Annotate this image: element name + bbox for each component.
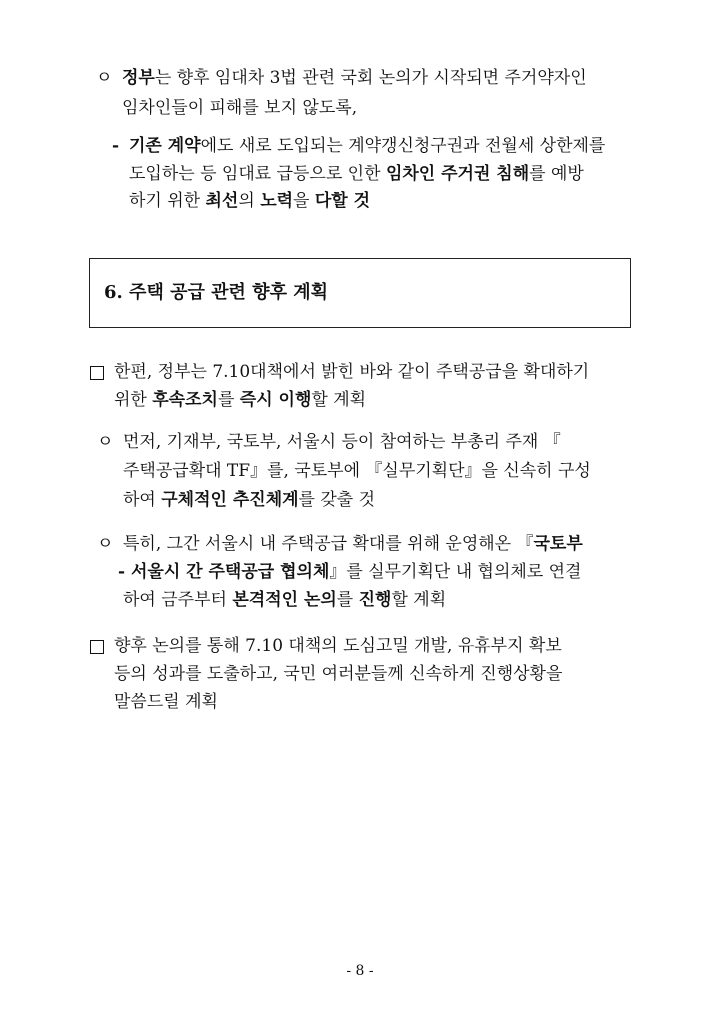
text-line: 주택공급확대 TF』를, 국토부에 『실무기획단』을 신속히 구성	[123, 461, 591, 481]
text-line: 기존 계약에도 새로 도입되는 계약갱신청구권과 전월세 상한제를	[129, 136, 606, 156]
text-line: 정부는 향후 임대차 3법 관련 국회 논의가 시작되면 주거약자인	[122, 68, 587, 88]
text-line: 도입하는 등 임대료 급등으로 인한 임차인 주거권 침해를 예방	[129, 164, 584, 184]
text-line: 위한 후속조치를 즉시 이행할 계획	[114, 390, 367, 410]
text-line: 특히, 그간 서울시 내 주택공급 확대를 위해 운영해온 『국토부	[123, 534, 583, 554]
text-line: 하기 위한 최선의 노력을 다할 것	[129, 191, 371, 211]
text-line: 한편, 정부는 7.10대책에서 밝힌 바와 같이 주택공급을 확대하기	[114, 362, 590, 382]
text-line: 임차인들이 피해를 보지 않도록,	[122, 98, 358, 118]
text-line: 하여 구체적인 추진체계를 갖출 것	[123, 490, 376, 510]
text-line: - 서울시 간 주택공급 협의체』를 실무기획단 내 협의체로 연결	[118, 562, 582, 582]
circle-bullet: ㅇ	[97, 534, 114, 554]
text-line: 먼저, 기재부, 국토부, 서울시 등이 참여하는 부총리 주재 『	[123, 432, 561, 452]
circle-bullet: ㅇ	[97, 432, 114, 452]
section-heading: 6. 주택 공급 관련 향후 계획	[104, 282, 329, 303]
dash-bullet: -	[112, 136, 120, 156]
page-number: - 8 -	[346, 963, 374, 979]
text-line: 말씀드릴 계획	[114, 692, 218, 712]
text-line: 향후 논의를 통해 7.10 대책의 도심고밀 개발, 유휴부지 확보	[114, 636, 562, 656]
circle-bullet: ㅇ	[96, 68, 113, 88]
text-line: 등의 성과를 도출하고, 국민 여러분들께 신속하게 진행상황을	[114, 664, 563, 684]
section-heading-box	[89, 258, 631, 328]
square-bullet	[90, 366, 104, 380]
square-bullet	[90, 640, 104, 654]
text-line: 하여 금주부터 본격적인 논의를 진행할 계획	[123, 590, 447, 610]
